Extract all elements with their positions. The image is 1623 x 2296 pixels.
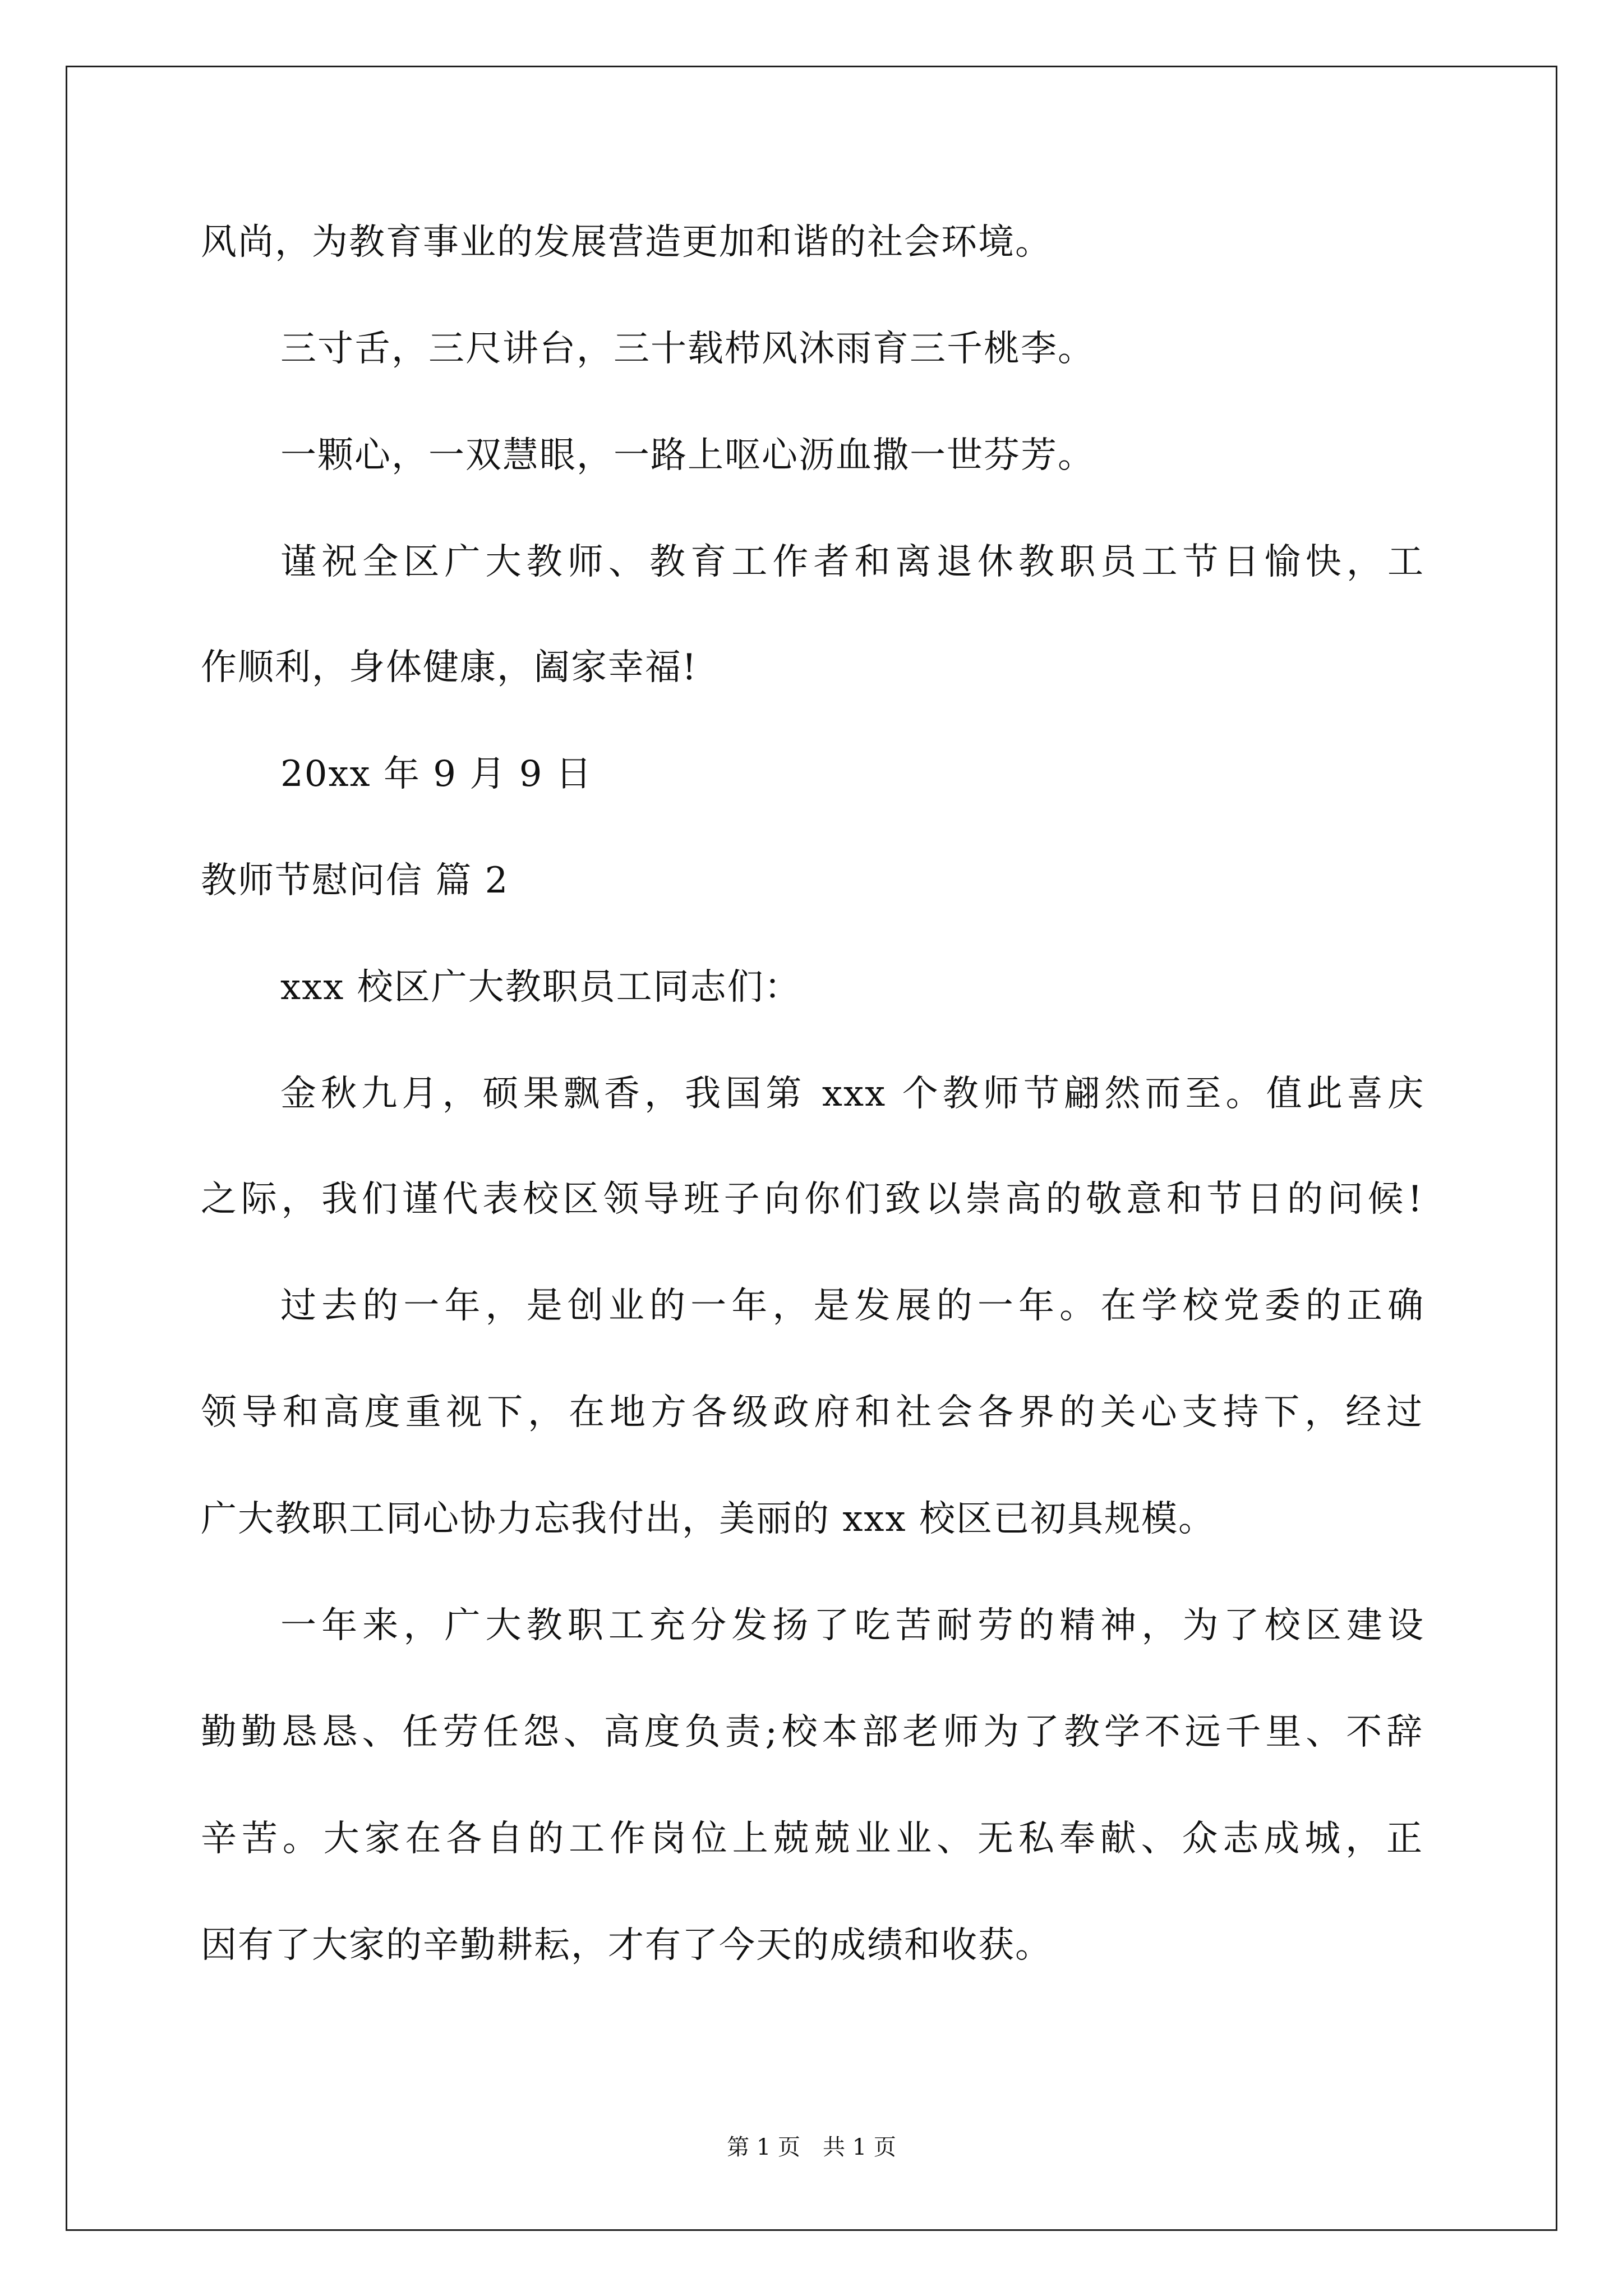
page-border [66, 66, 1557, 2231]
paragraph-line: 勤勤恳恳、任劳任怨、高度负责;校本部老师为了教学不远千里、不辞 [201, 1711, 1423, 1753]
salutation: xxx 校区广大教职员工同志们： [280, 967, 801, 1008]
paragraph-line: 领导和高度重视下，在地方各级政府和社会各界的关心支持下，经过 [201, 1392, 1423, 1433]
paragraph-line: 辛苦。大家在各自的工作岗位上兢兢业业、无私奉献、众志成城，正 [201, 1818, 1423, 1860]
paragraph-line: 过去的一年，是创业的一年，是发展的一年。在学校党委的正确 [280, 1285, 1424, 1327]
paragraph-line: 广大教职工同心协力忘我付出，美丽的 xxx 校区已初具规模。 [201, 1498, 1215, 1540]
paragraph-line: 一年来，广大教职工充分发扬了吃苦耐劳的精神，为了校区建设 [280, 1605, 1424, 1646]
paragraph-line: 三寸舌，三尺讲台，三十载栉风沐雨育三千桃李。 [280, 328, 1095, 370]
paragraph-line: 一颗心，一双慧眼，一路上呕心沥血撒一世芬芳。 [280, 435, 1095, 476]
paragraph-line: 因有了大家的辛勤耕耘，才有了今天的成绩和收获。 [201, 1925, 1052, 1966]
paragraph-line: 之际，我们谨代表校区领导班子向你们致以崇高的敬意和节日的问候! [201, 1179, 1423, 1220]
section-heading: 教师节慰问信 篇 2 [201, 860, 509, 901]
date-line: 20xx 年 9 月 9 日 [280, 753, 593, 795]
paragraph-line: 金秋九月，硕果飘香，我国第 xxx 个教师节翩然而至。值此喜庆 [280, 1073, 1424, 1115]
page-footer: 第 1 页 共 1 页 [727, 2134, 896, 2160]
paragraph-line: 谨祝全区广大教师、教育工作者和离退休教职员工节日愉快，工 [280, 541, 1424, 583]
paragraph-line: 作顺利，身体健康，阖家幸福! [201, 647, 698, 688]
paragraph-line: 风尚，为教育事业的发展营造更加和谐的社会环境。 [201, 222, 1052, 263]
